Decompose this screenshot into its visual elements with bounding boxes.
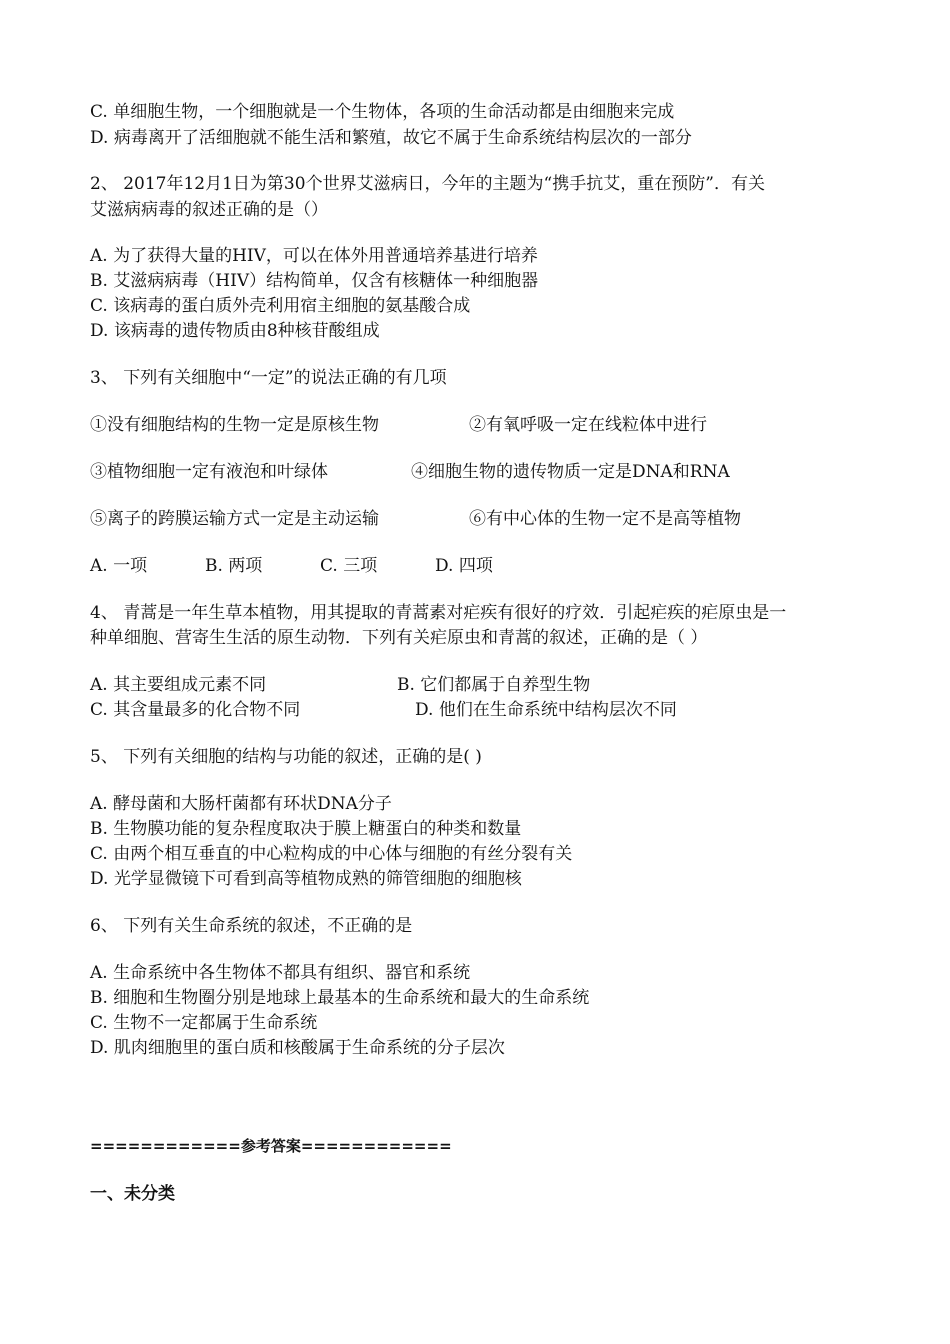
q6-option-c: C. 生物不一定都属于生命系统 [90, 1013, 318, 1033]
q4-option-c: C. 其含量最多的化合物不同 [90, 700, 301, 720]
q3-option-b: B. 两项 [205, 556, 263, 576]
q6-option-b: B. 细胞和生物圈分别是地球上最基本的生命系统和最大的生命系统 [90, 988, 590, 1008]
q4-option-a: A. 其主要组成元素不同 [90, 675, 267, 695]
q4-option-d: D. 他们在生命系统中结构层次不同 [415, 700, 677, 720]
q1-option-d: D. 病毒离开了活细胞就不能生活和繁殖，故它不属于生命系统结构层次的一部分 [90, 128, 692, 148]
q1-option-c: C. 单细胞生物，一个细胞就是一个生物体，各项的生命活动都是由细胞来完成 [90, 102, 675, 122]
q4-stem-line1: 4、 青蒿是一年生草本植物，用其提取的青蒿素对疟疾有很好的疗效．引起疟疾的疟原虫是一 [90, 603, 787, 623]
q3-statement-6: ⑥有中心体的生物一定不是高等植物 [469, 509, 741, 529]
q5-option-c: C. 由两个相互垂直的中心粒构成的中心体与细胞的有丝分裂有关 [90, 844, 573, 864]
q5-option-b: B. 生物膜功能的复杂程度取决于膜上糖蛋白的种类和数量 [90, 819, 522, 839]
q3-statement-5: ⑤离子的跨膜运输方式一定是主动运输 [90, 509, 379, 529]
q5-option-d: D. 光学显微镜下可看到高等植物成熟的筛管细胞的细胞核 [90, 869, 522, 889]
q2-option-d: D. 该病毒的遗传物质由8种核苷酸组成 [90, 321, 380, 341]
q3-statement-4: ④细胞生物的遗传物质一定是DNA和RNA [411, 462, 730, 482]
q3-option-a: A. 一项 [90, 556, 148, 576]
answers-header: ============参考答案============ [90, 1137, 452, 1155]
q6-option-d: D. 肌肉细胞里的蛋白质和核酸属于生命系统的分子层次 [90, 1038, 505, 1058]
q5-option-a: A. 酵母菌和大肠杆菌都有环状DNA分子 [90, 794, 392, 814]
q3-statement-2: ②有氧呼吸一定在线粒体中进行 [469, 415, 707, 435]
q2-option-a: A. 为了获得大量的HIV，可以在体外用普通培养基进行培养 [90, 246, 538, 266]
q3-option-c: C. 三项 [320, 556, 378, 576]
q2-stem-line1: 2、 2017年12月1日为第30个世界艾滋病日，今年的主题为“携手抗艾，重在预防”．有关 [90, 174, 765, 194]
q4-option-b: B. 它们都属于自养型生物 [397, 675, 591, 695]
q2-option-c: C. 该病毒的蛋白质外壳利用宿主细胞的氨基酸合成 [90, 296, 471, 316]
q3-option-d: D. 四项 [435, 556, 493, 576]
q6-stem: 6、 下列有关生命系统的叙述，不正确的是 [90, 916, 413, 936]
q3-stem: 3、 下列有关细胞中“一定”的说法正确的有几项 [90, 368, 447, 388]
q6-option-a: A. 生命系统中各生物体不都具有组织、器官和系统 [90, 963, 471, 983]
q4-stem-line2: 种单细胞、营寄生生活的原生动物．下列有关疟原虫和青蒿的叙述，正确的是（ ） [90, 628, 708, 648]
answers-section-title: 一、未分类 [90, 1184, 175, 1204]
q5-stem: 5、 下列有关细胞的结构与功能的叙述，正确的是( ) [90, 747, 482, 767]
q3-statement-3: ③植物细胞一定有液泡和叶绿体 [90, 462, 328, 482]
q2-option-b: B. 艾滋病病毒（HIV）结构简单，仅含有核糖体一种细胞器 [90, 271, 539, 291]
q3-statement-1: ①没有细胞结构的生物一定是原核生物 [90, 415, 379, 435]
q2-stem-line2: 艾滋病病毒的叙述正确的是（） [90, 200, 328, 220]
